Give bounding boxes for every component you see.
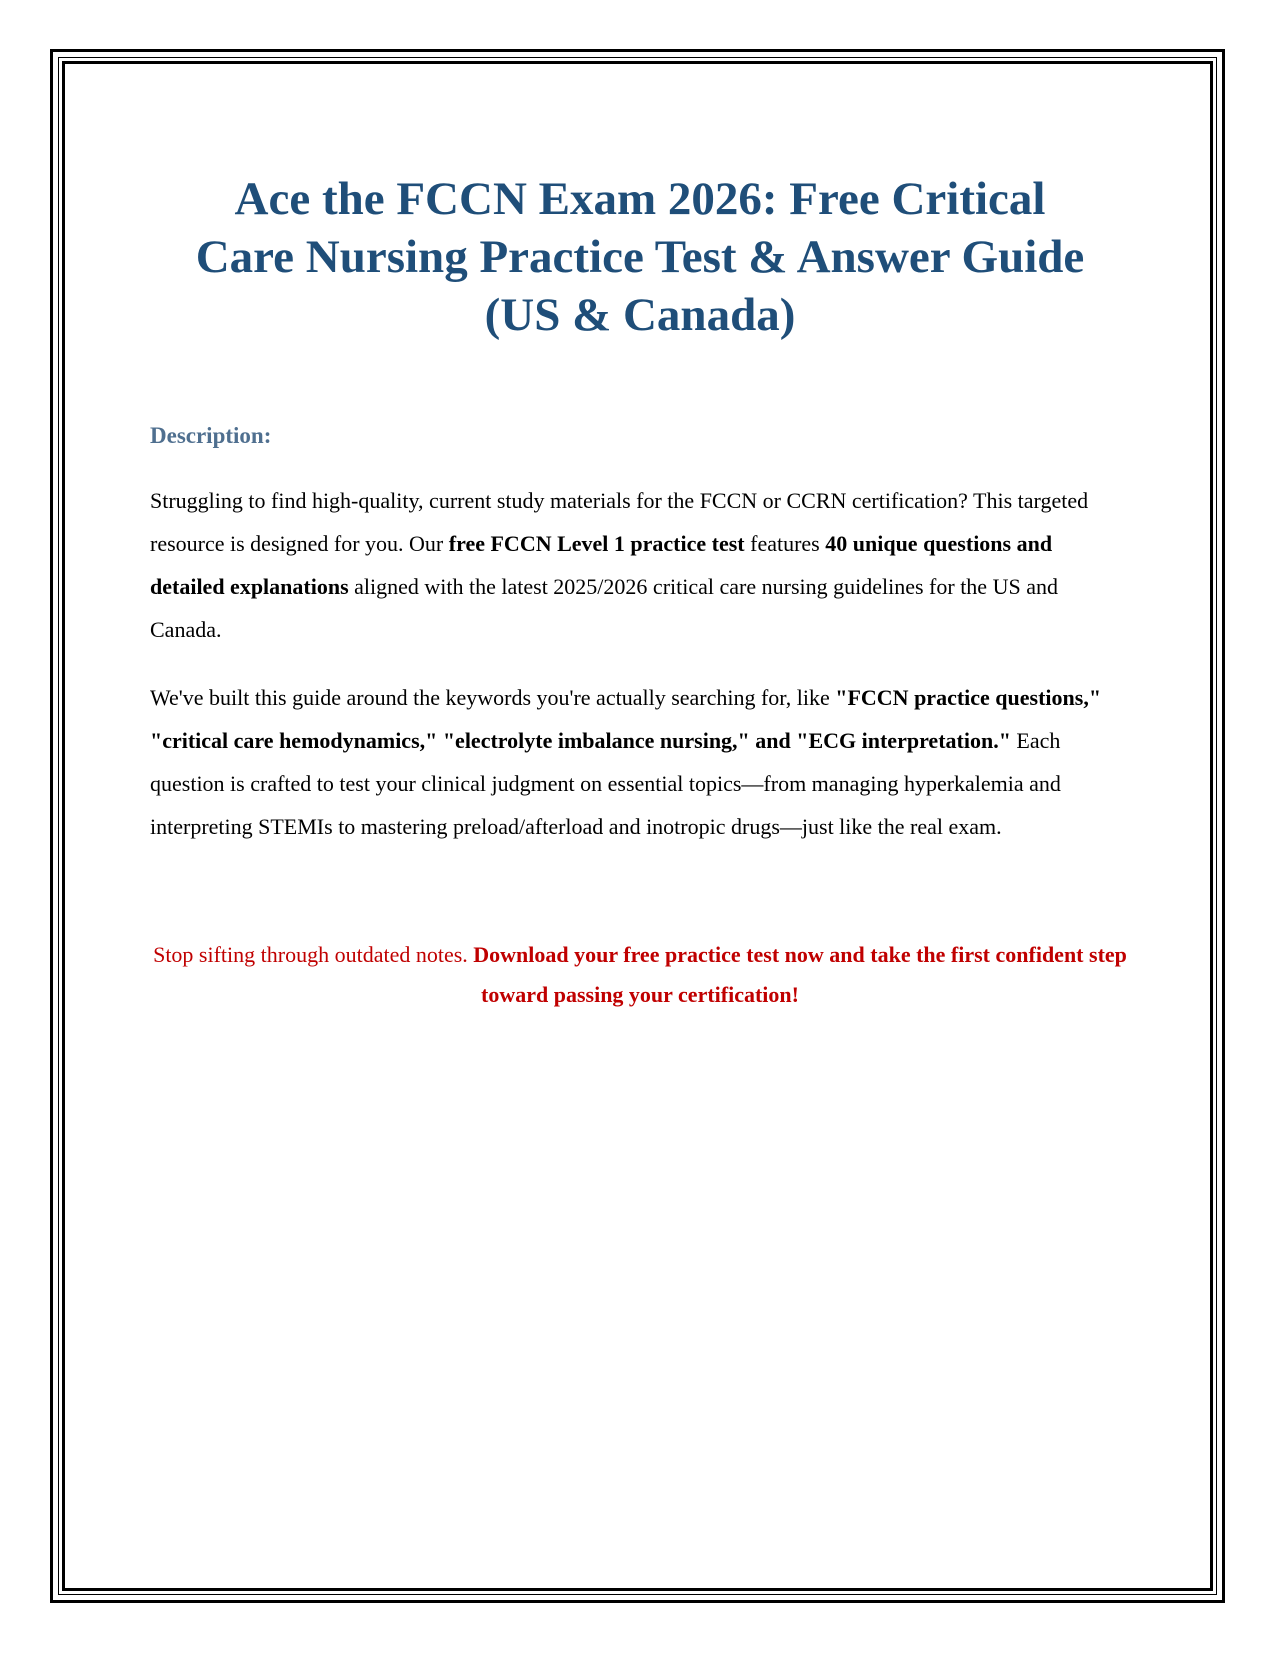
description-paragraph-1 (150, 479, 1130, 651)
title-line-1: Ace the FCCN Exam 2026: Free Critical (234, 173, 1046, 225)
p2-text-1: We've built this guide around the keywords you're actually searching for, like (150, 685, 836, 710)
cta-bold: Download your free practice test now and take the first confident step toward passing your certification! (473, 942, 1127, 1007)
title-line-2: Care Nursing Practice Test & Answer Guide (195, 231, 1085, 283)
description-paragraph-2 (150, 676, 1130, 848)
p2-text-2: Each question is crafted to test your clinical judgment on essential topics—from managing hyperkalemia and interpreting STEMIs to mastering preload/afterload and inotropic drugs—just like the real exam. (150, 728, 1061, 839)
document-title (150, 170, 1130, 344)
p2-bold-1: "FCCN practice questions," "critical care hemodynamics," "electrolyte imbalance nursing," and "ECG interpretation." (150, 685, 1102, 753)
p1-text-1: Struggling to find high-quality, current study materials for the FCCN or CCRN certification? This targeted resource is designed for you. Our (150, 488, 1089, 556)
document-content (150, 170, 1130, 1015)
title-line-3: (US & Canada) (484, 289, 796, 341)
cta-text: Stop sifting through outdated notes. (153, 942, 474, 967)
p1-bold-1: free FCCN Level 1 practice test (448, 531, 745, 556)
call-to-action (150, 935, 1130, 1015)
description-heading: Description: (150, 423, 272, 448)
p1-bold-2: 40 unique questions and detailed explanations (150, 531, 1053, 599)
p1-text-3: aligned with the latest 2025/2026 critical care nursing guidelines for the US and Canada. (150, 574, 1058, 642)
p1-text-2: features (744, 531, 826, 556)
